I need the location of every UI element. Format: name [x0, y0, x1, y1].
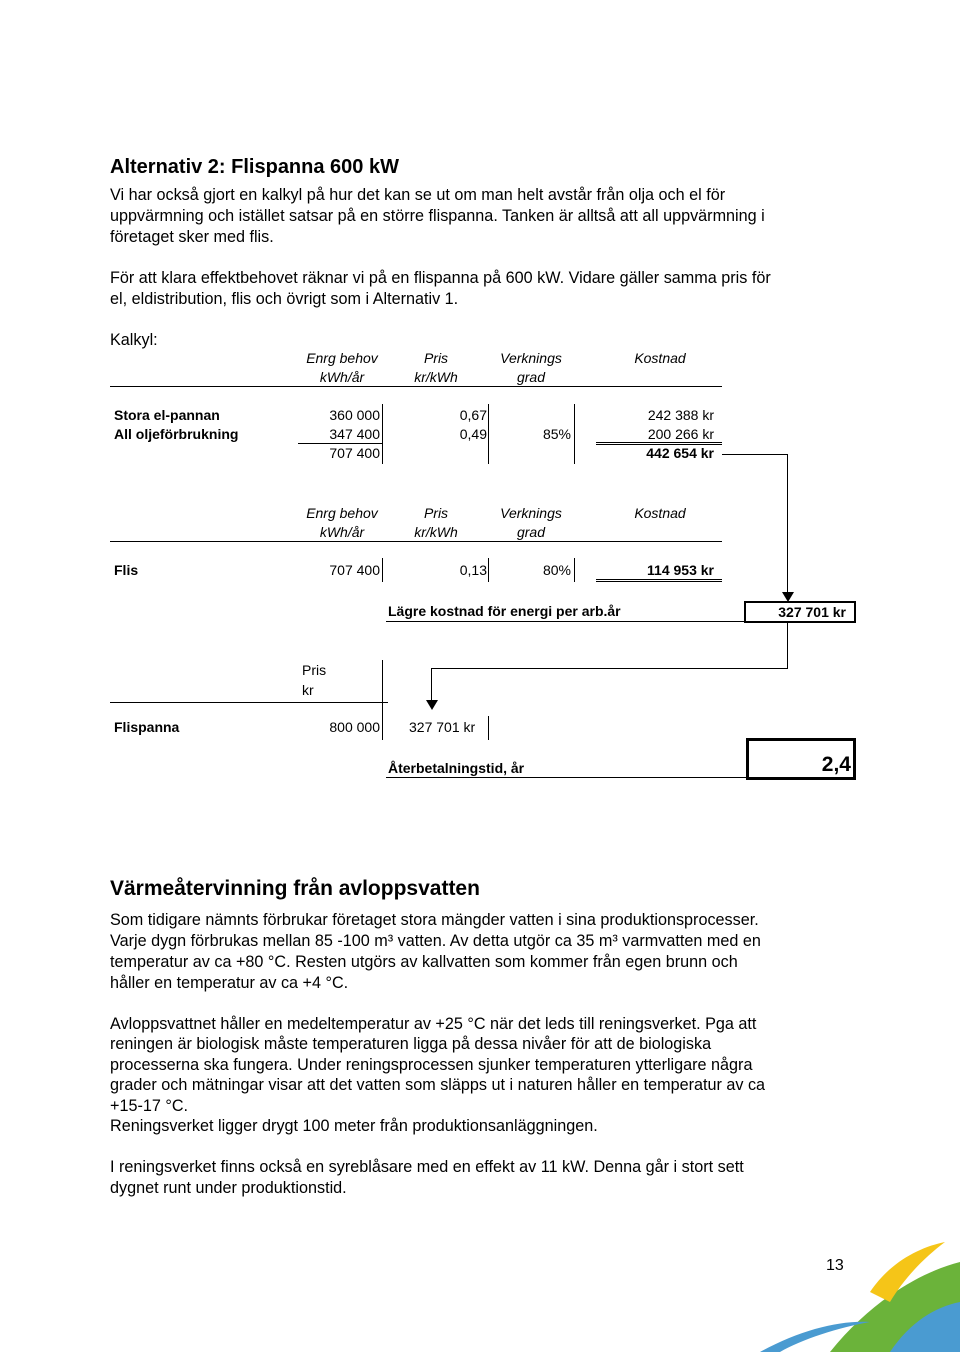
col-header-efficiency: Verknings: [500, 350, 562, 366]
savings-label: Lägre kostnad för energi per arb.år: [388, 603, 621, 619]
total-cost: 442 654 kr: [646, 445, 714, 461]
col-header-price-unit: kr: [302, 682, 314, 698]
savings-underline: [386, 621, 744, 622]
row-name: Flis: [114, 562, 139, 578]
col-divider: [382, 660, 383, 740]
paragraph-line: dygnet runt under produktionstid.: [110, 1179, 347, 1197]
row-name: Stora el-pannan: [114, 407, 220, 423]
col-header-energy-unit: kWh/år: [319, 524, 365, 540]
paragraph-line: temperatur av ca +80 °C. Resten utgörs av kallvatten som kommer från egen brunn och: [110, 953, 738, 971]
col-header-cost: Kostnad: [634, 350, 686, 366]
row-efficiency: 85%: [542, 426, 571, 442]
row-price: 0,13: [459, 562, 487, 578]
col-header-cost: Kostnad: [634, 505, 686, 521]
row-efficiency: 80%: [542, 562, 571, 578]
sum-line: [596, 444, 722, 445]
paragraph-line: Avloppsvattnet håller en medeltemperatur av +25 °C när det leds till reningsverket. Pga att: [110, 1015, 757, 1033]
col-header-efficiency-unit: grad: [516, 524, 546, 540]
section-heading: Värmeåtervinning från avloppsvatten: [110, 877, 480, 900]
connector-line: [787, 454, 788, 592]
row-price: 0,67: [459, 407, 487, 423]
col-divider: [382, 404, 383, 464]
paragraph-line: Varje dygn förbrukas mellan 85 -100 m³ vatten. Av detta utgör ca 35 m³ varmvatten med en: [110, 932, 761, 950]
connector-line: [722, 454, 788, 455]
kalkyl-label: Kalkyl:: [110, 331, 158, 349]
payback-value: 2,4: [821, 753, 851, 776]
connector-line: [431, 668, 432, 700]
col-header-price-unit: kr/kWh: [414, 524, 458, 540]
row-saving: 327 701 kr: [409, 719, 476, 735]
row-energy: 360 000: [329, 407, 380, 423]
col-header-price-unit: kr/kWh: [414, 369, 458, 385]
sum-line: [596, 442, 722, 443]
connector-line: [431, 668, 788, 669]
payback-label: Återbetalningstid, år: [388, 760, 525, 776]
paragraph-line: I reningsverket finns också en syreblåsare med en effekt av 11 kW. Denna går i stort sett: [110, 1158, 744, 1176]
row-energy: 347 400: [329, 426, 380, 442]
col-header-price: Pris: [423, 350, 449, 366]
row-price: 0,49: [459, 426, 487, 442]
col-header-energy-unit: kWh/år: [319, 369, 365, 385]
col-header-efficiency-unit: grad: [516, 369, 546, 385]
col-divider: [574, 404, 575, 464]
col-divider: [574, 558, 575, 582]
payback-box: [746, 738, 856, 780]
section-heading: Alternativ 2: Flispanna 600 kW: [110, 156, 399, 178]
corner-decoration-icon: [720, 1152, 960, 1352]
col-header-price: Pris: [302, 662, 327, 678]
connector-line: [787, 623, 788, 669]
col-header-price: Pris: [423, 505, 449, 521]
paragraph-line: grader och mätningar visar att det vatten som släpps ut i naturen håller en temperatur av ca: [110, 1076, 766, 1094]
total-energy: 707 400: [329, 445, 380, 461]
col-divider: [488, 404, 489, 464]
col-header-energy: Enrg behov: [306, 505, 378, 521]
paragraph-line: håller en temperatur av ca +4 °C.: [110, 974, 349, 992]
row-cost: 200 266 kr: [647, 426, 714, 442]
header-divider: [110, 386, 722, 387]
header-divider: [110, 702, 388, 703]
row-cost: 242 388 kr: [647, 407, 714, 423]
header-divider: [110, 541, 722, 542]
page-number: 13: [826, 1257, 844, 1274]
paragraph-line: företaget sker med flis.: [110, 228, 274, 246]
savings-value: 327 701 kr: [778, 604, 846, 620]
row-cost: 114 953 kr: [647, 562, 714, 578]
paragraph-line: reningen är biologisk måste temperaturen ligga på dessa nivåer för att de biologiska: [110, 1035, 712, 1053]
col-divider: [488, 716, 489, 740]
col-header-energy: Enrg behov: [306, 350, 378, 366]
paragraph-line: +15-17 °C.: [110, 1097, 189, 1115]
paragraph-line: el, eldistribution, flis och övrigt som i Alternativ 1.: [110, 290, 459, 308]
col-divider: [382, 558, 383, 582]
paragraph-line: processerna ska fungera. Under reningsprocessen sjunker temperaturen ytterligare några: [110, 1056, 753, 1074]
paragraph-line: För att klara effektbehovet räknar vi på en flispanna på 600 kW. Vidare gäller samma pris för: [110, 269, 771, 287]
savings-box: [744, 601, 856, 623]
paragraph-line: Vi har också gjort en kalkyl på hur det kan se ut om man helt avstår från olja och el för: [110, 186, 726, 204]
paragraph-line: Som tidigare nämnts förbrukar företaget stora mängder vatten i sina produktionsprocesser.: [110, 911, 759, 929]
paragraph-line: Reningsverket ligger drygt 100 meter från produktionsanläggningen.: [110, 1117, 598, 1135]
row-name: All oljeförbrukning: [114, 426, 239, 442]
paragraph-line: uppvärmning och istället satsar på en större flispanna. Tanken är alltså att all uppvärmning i: [110, 207, 765, 225]
col-divider: [488, 558, 489, 582]
row-price: 800 000: [329, 719, 380, 735]
sum-line: [596, 579, 722, 580]
payback-underline: [386, 777, 748, 778]
row-energy: 707 400: [329, 562, 380, 578]
sum-line: [596, 581, 722, 582]
col-header-efficiency: Verknings: [500, 505, 562, 521]
arrow-down-icon: [426, 700, 438, 710]
sum-line: [298, 443, 382, 444]
row-name: Flispanna: [114, 719, 180, 735]
